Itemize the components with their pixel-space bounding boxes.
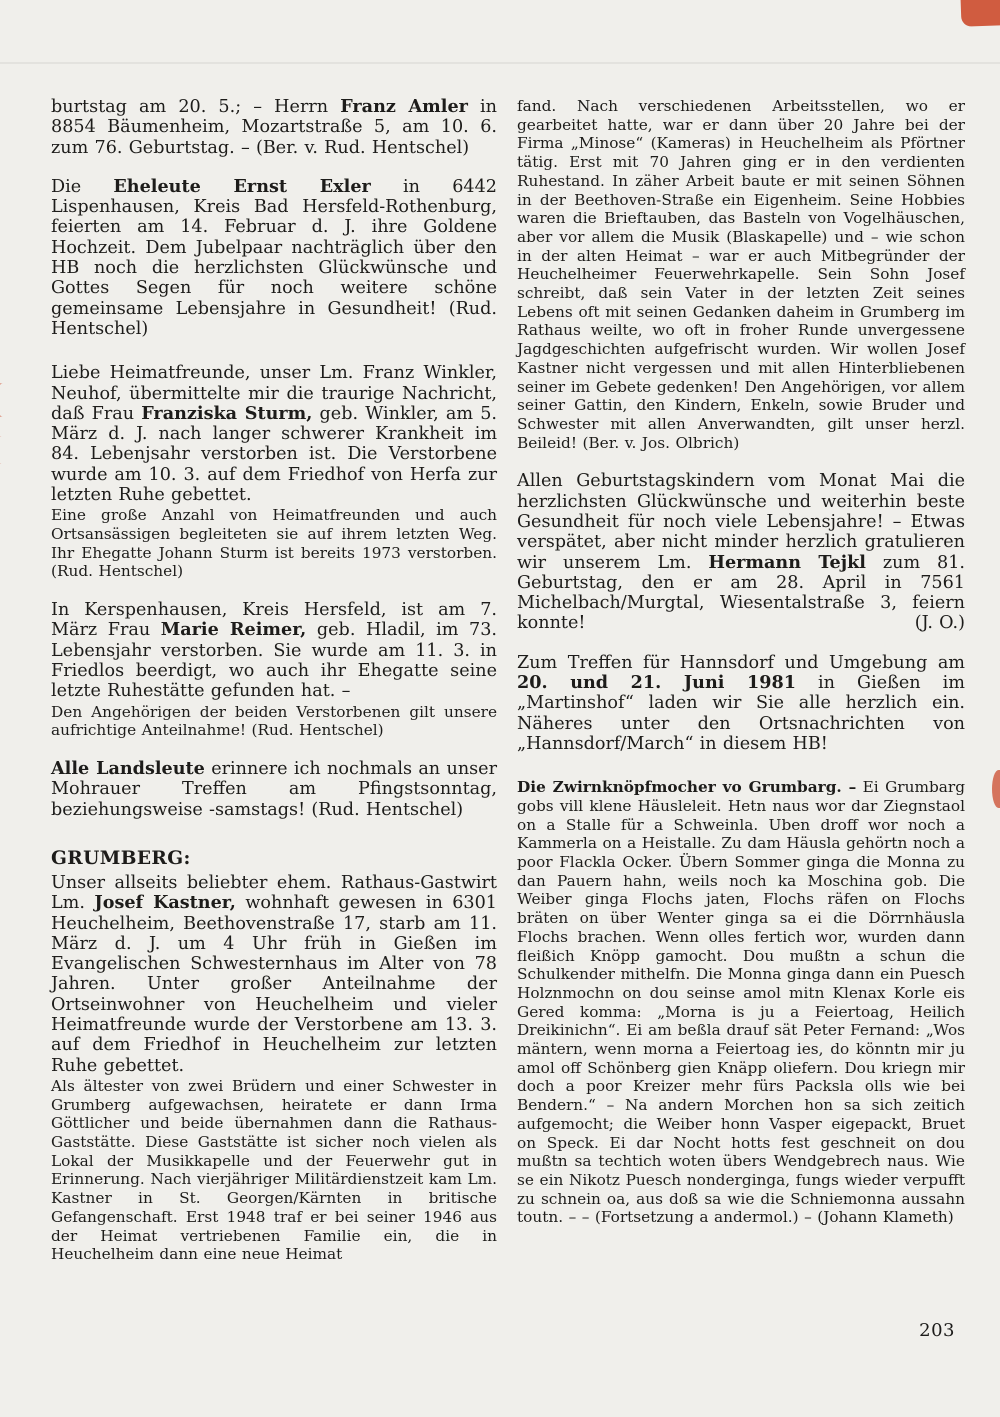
text-run: fand. Nach verschiedenen Arbeitsstellen, wo er gearbeitet hatte, war er dann über 20 Jahre bei der Firma „Minose“ (Kameras) in Heuchelheim als Pförtner tätig. Erst mit 70 Jahren ging er in den verdienten Ruhestand. In zäher Arbeit baute er mit seinen Söhnen in der Beethoven-Straße ein Eigenheim. Seine Hobbies waren die Brieftauben, das Basteln von Vogelhäuschen, aber vor allem die Musik (Blaskapelle) und – wie schon in der alten Heimat – war er auch Mitbegründer der Heuchelheimer Feuerwehrkapelle. Sein Sohn Josef schreibt, daß sein Vater in der letzten Zeit seines Lebens oft mit seinen Gedanken daheim in Grumberg im Rathaus weilte, wo oft in froher Runde unvergessene Jagdgeschichten aufgefrischt wurden. Wir wollen Josef Kastner nicht vergessen und mit allen Hinterbliebenen seiner im Gebete gedenken! Den Angehörigen, vor allem seiner Gattin, den Kindern, Enkeln, sowie Bruder und Schwester mit allen Anverwandten, gilt unser herzl. Beileid! (Ber. v. Jos. Olbrich) — [517, 97, 965, 452]
text-run: (J. O.) — [914, 613, 965, 634]
text-run: GRUMBERG: — [51, 847, 191, 869]
paragraph — [51, 506, 497, 581]
bold-text: Hermann Tejkl — [708, 551, 866, 573]
text-run: in 8854 Bäumenheim, Mozartstraße 5, am 10. 6. zum 76. Geburtstag. – (Ber. v. Rud. Hentschel) — [51, 97, 497, 158]
text-run: Eine große Anzahl von Heimatfreunden und auch Ortsansässigen begleiteten sie auf ihrem letzten Weg. Ihr Ehegatte Johann Sturm ist bereits 1973 verstorben. (Rud. Hentschel) — [51, 506, 497, 581]
paragraph — [51, 363, 497, 505]
paragraph — [51, 703, 497, 740]
text-run: Liebe Heimatfreunde, unser Lm. Franz Winkler, Neuhof, übermittelte mir die traurige Nachricht, daß Frau — [51, 363, 497, 424]
bold-text: Franz Amler — [340, 96, 468, 117]
text-run: in Gießen im „Martinshof“ laden wir Sie alle herzlich ein. Näheres unter den Ortsnachrichten von „Hannsdorf/March“ in diesem HB! — [517, 673, 965, 754]
scan-crease-line — [0, 62, 1000, 64]
bold-text: Alle Landsleute — [51, 758, 205, 780]
left-column — [51, 97, 497, 1264]
text-run: geb. Hladil, im 73. Lebensjahr verstorben. Sie wurde am 11. 3. in Friedlos beerdigt, wo auch ihr Ehegatte seine letzte Ruhestätte gefunden hat. – — [51, 620, 497, 702]
paragraph — [51, 97, 497, 158]
text-run: Den Angehörigen der beiden Verstorbenen gilt unsere aufrichtige Anteilnahme! (Rud. Hentschel) — [51, 702, 497, 740]
paragraph — [51, 759, 497, 820]
red-smudge-mark — [992, 770, 1000, 808]
bold-text: Josef Kastner, — [94, 892, 236, 914]
paragraph — [51, 873, 497, 1076]
right-column — [517, 97, 965, 1227]
paragraph — [517, 778, 965, 1227]
text-run: In Kerspenhausen, Kreis Hersfeld, ist am 7. März Frau — [51, 600, 497, 641]
bold-text: 20. und 21. Juni 1981 — [517, 672, 796, 694]
text-run: Unser allseits beliebter ehem. Rathaus-Gastwirt Lm. — [51, 872, 497, 914]
bold-text: Marie Reimer, — [160, 619, 307, 641]
bold-text: Eheleute Ernst Exler — [113, 175, 371, 197]
text-run: burtstag am 20. 5.; – Herrn — [51, 97, 341, 117]
text-run: zum 81. Geburtstag, den er am 28. April in 7561 Michelbach/Murgtal, Wiesentalstraße 3, feiern konnte! — [517, 552, 965, 634]
text-run: Die — [51, 176, 114, 197]
text-run: geb. Winkler, am 5. März d. J. nach langer schwerer Krankheit im 84. Lebenjsahr verstorben ist. Die Verstorbene wurde am 10. 3. auf dem Friedhof von Herfa zur letzten Ruhe gebettet. — [51, 403, 497, 506]
paragraph — [51, 177, 497, 339]
text-run: in 6442 Lispenhausen, Kreis Bad Hersfeld-Rothenburg, feierten am 14. Februar d. J. ihre Goldene Hochzeit. Dem Jubelpaar nachträglich über den HB noch die herzlichsten Glückwünsche und Gottes Segen für noch weitere schöne gemeinsame Lebensjahre in Gesundheit! (Rud. Hentschel) — [51, 176, 498, 339]
red-corner-mark — [960, 0, 1000, 27]
text-run: Zum Treffen für Hannsdorf und Umgebung am — [517, 652, 965, 673]
paragraph — [51, 600, 497, 701]
page-number: 203 — [919, 1320, 955, 1341]
red-edge-mark-top — [0, 383, 11, 417]
text-run: Als ältester von zwei Brüdern und einer Schwester in Grumberg aufgewachsen, heiratete er dann Irma Göttlicher und beide übernahmen dann die Rathaus-Gaststätte. Diese Gaststätte ist sicher noch vielen als Lokal der Musikkapelle und der Feuerwehr gut in Erinnerung. Nach vierjähriger Militärdienstzeit kam Lm. Kastner in St. Georgen/Kärnten in britische Gefangenschaft. Erst 1948 traf er bei seiner 1946 aus der Heimat vertriebenen Familie ein, die in Heuchelheim dann eine neue Heimat — [51, 1076, 497, 1264]
section-heading — [51, 848, 497, 870]
bold-text: Franziska Sturm, — [141, 402, 313, 424]
text-run: Ei Grumbarg gobs vill klene Häusleleit. Hetn naus wor dar Ziegnstaol on a Stalle für a Schweinla. Uben droff wor noch a Kammerla on a Heistalle. Zu dam Häusla gehörtn noch a poor Flackla Ocker. Übern Sommer ginga die Monna zu dan Pauern hahn, weils noch ka Moschina gob. Die Weiber ginga Flochs jaten, Flochs räfen on Flochs bräten on über Wenter ginga sa ei die Dörrnhäusla Flochs brachen. Wenn olles fertich wor, wurden dann fleißich Knöpp gamocht. Dou mußtn a schun die Schulkender mithelfn. Die Monna ginga dann ein Puesch Holznmochn on dou seinse amol mitn Klenax Korle eis Gered komma: „Morna is ju a Feiertoag, Heilich Dreikinichn“. Ei am beßla drauf sät Peter Fernand: „Wos mäntern, wenn morna a Feiertoag ies, do könntn mir ju amol off Schönberg gien Knäpp oliefern. Dou kriegn mir doch a poor Kreizer mehr fürs Packsla olls wie bei Bendern.“ – Na andern Morchen hon sa sich zeitich aufgemocht; die Weiber honn Vasper eigepackt, Bruet on Speck. Ei dar Nocht hotts fest geschneit on dou mußtn sa techtich woten übers Wendgebrech naus. Wie se ein Nikotz Puesch nonderginga, fungs wieder verpufft zu schnein oa, aus doß sa wie die Schniemonna aussahn toutn. – – (Fortsetzung a andermol.) – (Johann Klameth) — [517, 778, 965, 1227]
paragraph — [517, 653, 965, 754]
bold-text: Die Zwirnknöpfmocher vo Grumbarg. – — [517, 778, 857, 797]
paragraph — [51, 1077, 497, 1264]
paragraph — [517, 97, 965, 452]
paragraph — [517, 471, 965, 633]
text-run: wohnhaft gewesen in 6301 Heuchelheim, Beethovenstraße 17, starb am 11. März d. J. um 4 Uhr früh in Gießen im Evangelischen Schwesternhaus im Alter von 78 Jahren. Unter großer Anteilnahme der Ortseinwohner von Heuchelheim und vieler Heimatfreunde wurde der Verstorbene am 13. 3. auf dem Friedhof in Heuchelheim zur letzten Ruhe gebettet. — [51, 893, 497, 1076]
text-run: erinnere ich nochmals an unser Mohrauer Treffen am Pfingstsonntag, beziehungsweise -samstags! (Rud. Hentschel) — [51, 759, 497, 820]
text-run: Allen Geburtstagskindern vom Monat Mai die herzlichsten Glückwünsche und weiterhin beste Gesundheit für noch viele Lebensjahre! – Etwas verspätet, aber nicht minder herzlich gratulieren wir unserem Lm. — [517, 471, 965, 573]
red-edge-mark-bottom — [0, 436, 10, 464]
